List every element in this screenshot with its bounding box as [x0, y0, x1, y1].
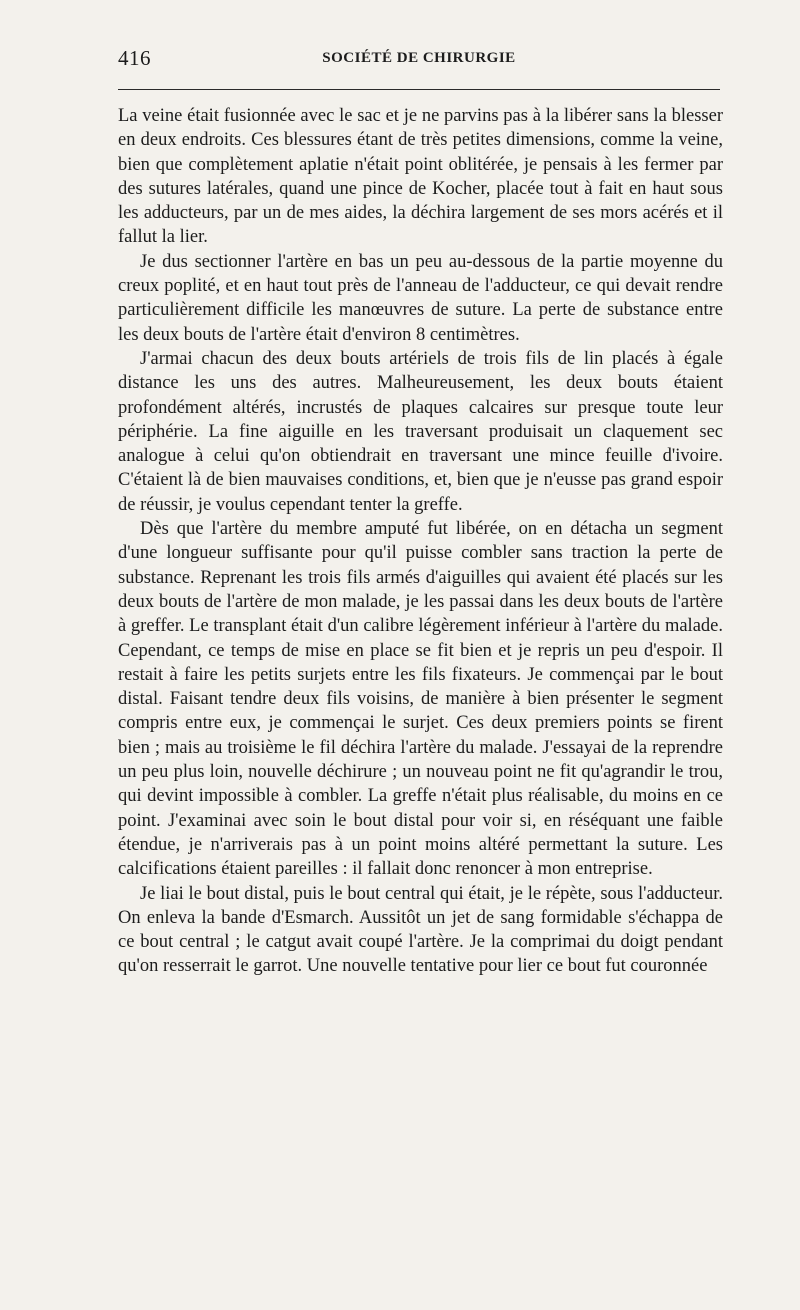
body-text: [118, 104, 723, 979]
paragraph: J'armai chacun des deux bouts artériels de trois fils de lin placés à égale distance les uns des autres. Malheureusement, les deux bouts étaient profondément altérés, incrustés de plaques calcaires sur presque toute leur périphérie. La fine aiguille en les traversant produisait un claquement sec analogue à celui qu'on obtiendrait en traversant une mince feuille d'ivoire. C'étaient là de bien mauvaises conditions, et, bien que je n'eusse pas grand espoir de réussir, je voulus cependant tenter la greffe.: [118, 348, 723, 515]
running-head: [118, 46, 720, 76]
header-rule: [118, 89, 720, 90]
paragraph: Je liai le bout distal, puis le bout central qui était, je le répète, sous l'adducteur. On enleva la bande d'Esmarch. Aussitôt un jet de sang formidable s'échappa de ce bout central ; le catgut avait coupé l'artère. Je la comprimai du doigt pendant qu'on resserrait le garrot. Une nouvelle tentative pour lier ce bout fut couronnée: [118, 883, 723, 977]
paragraph: Dès que l'artère du membre amputé fut libérée, on en détacha un segment d'une longueur suffisante pour qu'il puisse combler sans traction la perte de substance. Reprenant les trois fils armés d'aiguilles qui avaient été placés sur les deux bouts de l'artère de mon malade, je les passai dans les deux bouts de l'artère à greffer. Le transplant était d'un calibre légèrement inférieur à l'artère du malade. Cependant, ce temps de mise en place se fit bien et je repris un peu d'espoir. Il restait à faire les petits surjets entre les fils fixateurs. Je commençai par le bout distal. Faisant tendre deux fils voisins, de manière à bien présenter le segment compris entre eux, je commençai le surjet. Ces deux premiers points se firent bien ; mais au troisième le fil déchira l'artère du malade. J'essayai de la reprendre un peu plus loin, nouvelle déchirure ; un nouveau point ne fit qu'agrandir le trou, qui devint impossible à combler. La greffe n'était plus réalisable, du moins en ce point. J'examinai avec soin le bout distal pour voir si, en réséquant une faible étendue, je n'arriverais pas à un point moins altéré permettant la suture. Les calcifications étaient pareilles : il fallait donc renoncer à mon entreprise.: [118, 519, 723, 880]
running-title: SOCIÉTÉ DE CHIRURGIE: [322, 50, 516, 66]
paragraph: La veine était fusionnée avec le sac et je ne parvins pas à la libérer sans la blesser en deux endroits. Ces blessures étant de très petites dimensions, comme la veine, bien que complètement aplatie n'était point oblitérée, je pensais à les fermer par des sutures latérales, quand une pince de Kocher, placée tout à fait en haut sous les adducteurs, par un de mes aides, la déchira largement de ses mors acérés et il fallut la lier.: [118, 106, 723, 248]
paragraph: Je dus sectionner l'artère en bas un peu au-dessous de la partie moyenne du creux poplité, et en haut tout près de l'anneau de l'adducteur, ce qui devait rendre particulièrement difficile les manœuvres de suture. La perte de substance entre les deux bouts de l'artère était d'environ 8 centimètres.: [118, 251, 723, 345]
page-number: 416: [118, 46, 151, 70]
